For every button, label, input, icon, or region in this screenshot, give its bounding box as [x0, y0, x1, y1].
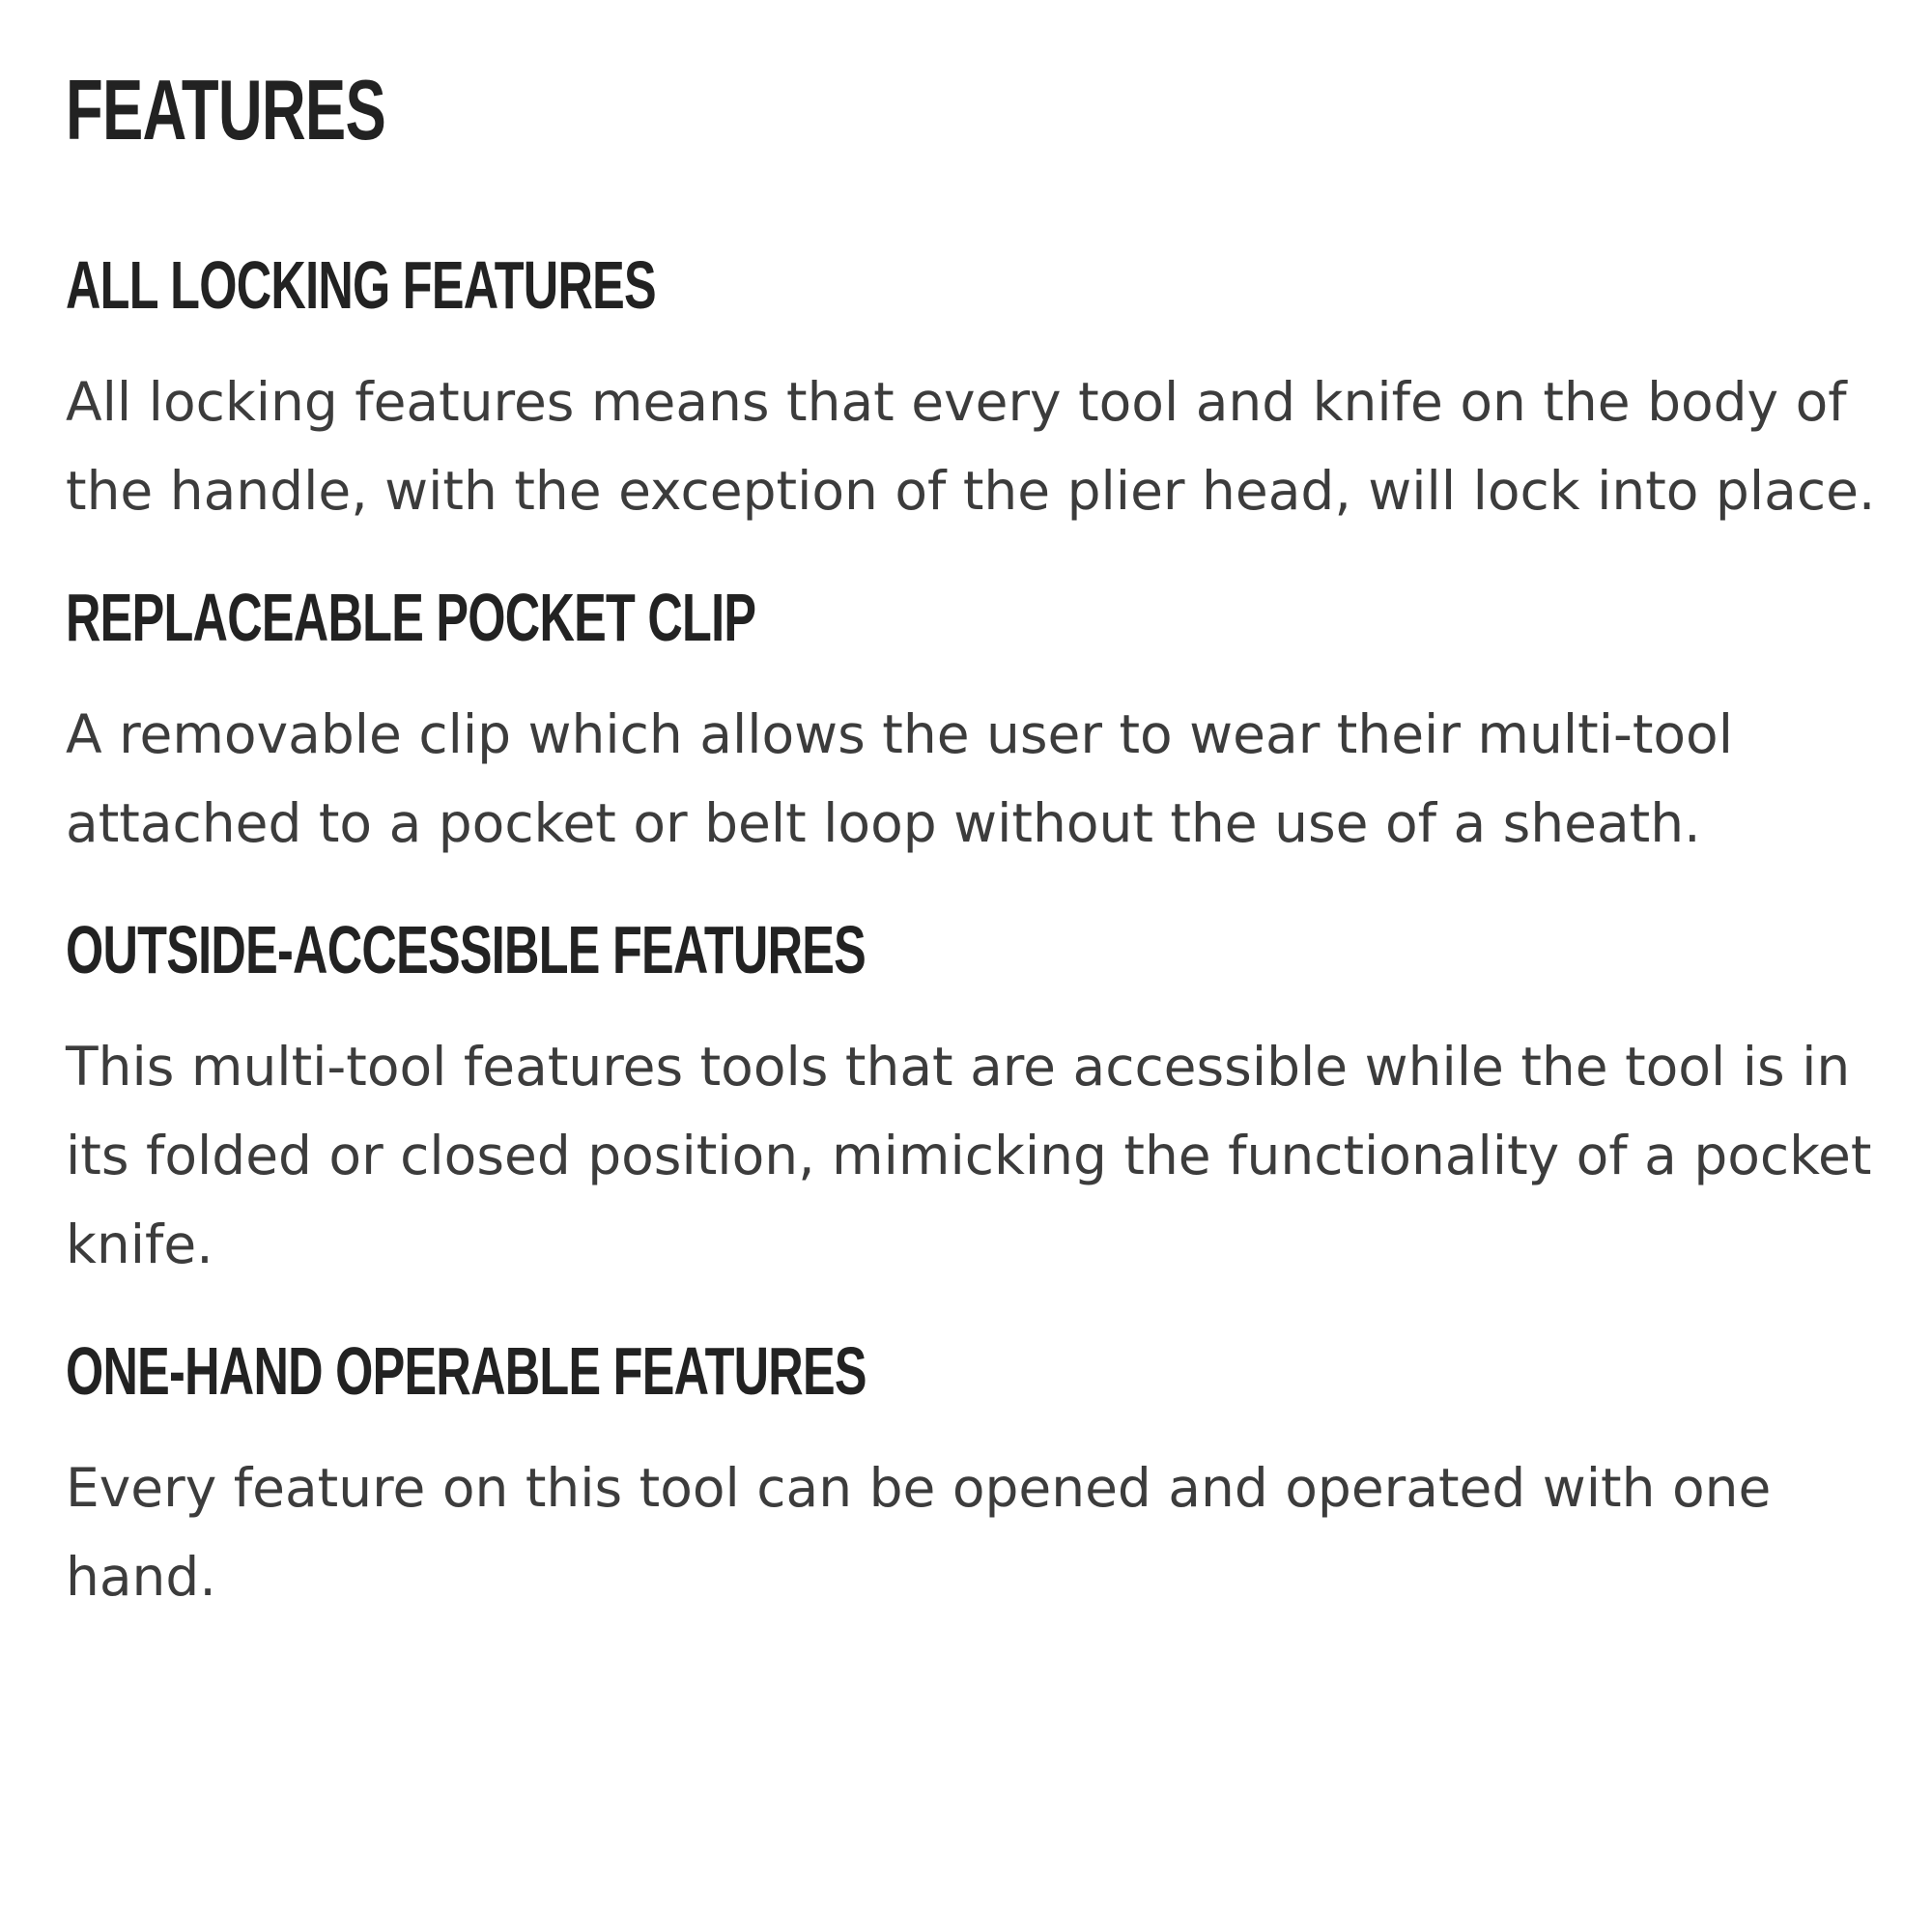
feature-title: ONE-HAND OPERABLE FEATURES — [66, 1333, 867, 1409]
feature-outside-accessible — [66, 912, 1882, 1289]
feature-description: This multi-tool features tools that are accessible while the tool is in its folded or closed position, mimicking the functionality of a pocket knife. — [66, 1036, 1872, 1275]
feature-title: ALL LOCKING FEATURES — [66, 247, 656, 323]
feature-title: OUTSIDE-ACCESSIBLE FEATURES — [66, 912, 867, 987]
features-section — [66, 62, 1882, 1621]
feature-list — [66, 247, 1882, 1621]
feature-one-hand-operable — [66, 1333, 1882, 1621]
page-title: FEATURES — [66, 62, 385, 157]
feature-title: REPLACEABLE POCKET CLIP — [66, 580, 756, 655]
feature-pocket-clip — [66, 580, 1882, 868]
feature-description: All locking features means that every tool and knife on the body of the handle, with the exception of the plier head, will lock into place. — [66, 371, 1876, 522]
feature-description: A removable clip which allows the user to wear their multi-tool attached to a pocket or belt loop without the use of a sheath. — [66, 703, 1733, 854]
feature-all-locking — [66, 247, 1882, 535]
feature-description: Every feature on this tool can be opened and operated with one hand. — [66, 1457, 1772, 1608]
